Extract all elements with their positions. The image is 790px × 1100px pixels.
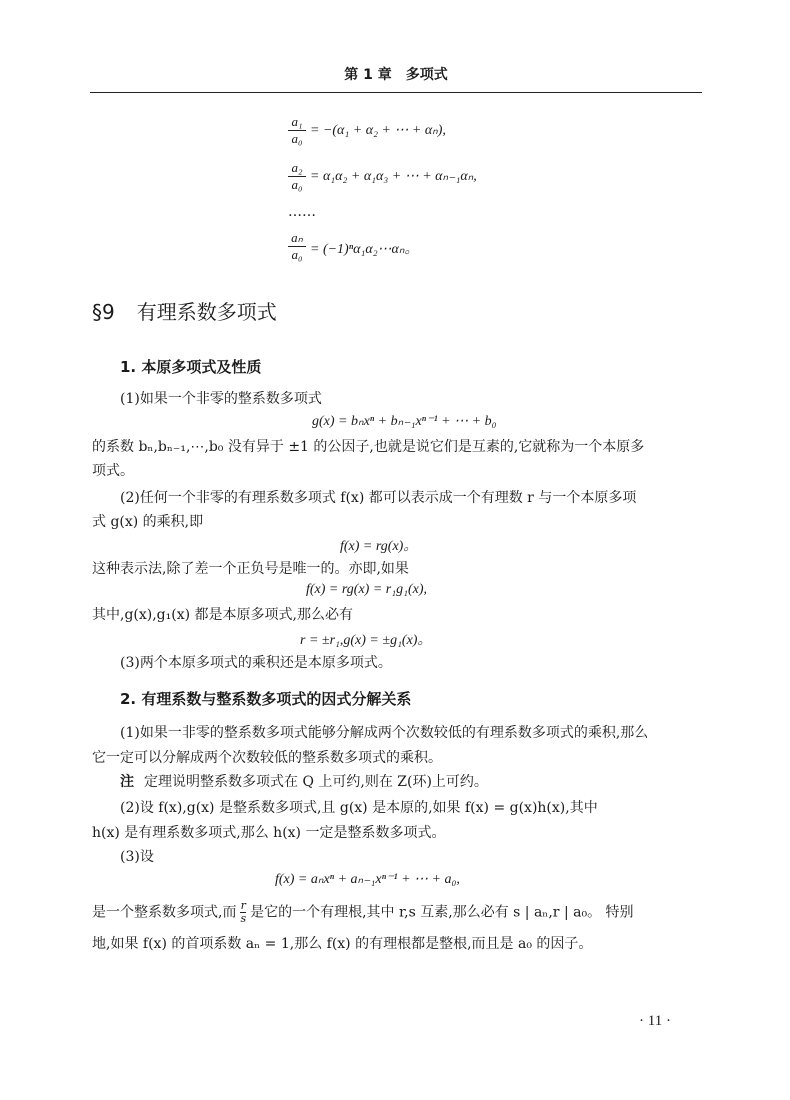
paragraph-2-text2: 式 g(x) 的乘积,即 bbox=[92, 514, 204, 530]
paragraph-1-text2: 项式。 bbox=[92, 463, 134, 479]
fraction-a2-a0 bbox=[288, 160, 306, 193]
q1-text1: (1)如果一非零的整系数多项式能够分解成两个次数较低的有理系数多项式的乘积,那么 bbox=[120, 725, 649, 741]
page-number: · 11 · bbox=[639, 1013, 671, 1029]
equation-g: g(x) = bₙxⁿ + bₙ₋₁xⁿ⁻¹ + ⋯ + b₀ bbox=[312, 414, 497, 429]
numerator: aₙ bbox=[288, 230, 306, 247]
numerator: a₁ bbox=[288, 114, 306, 131]
q3-text3: 地,如果 f(x) 的首项系数 aₙ = 1,那么 f(x) 的有理根都是整根,而且是 a₀ 的因子。 bbox=[92, 936, 593, 952]
q2-text1: (2)设 f(x),g(x) 是整系数多项式,且 g(x) 是本原的,如果 f(x) = g(x)h(x),其中 bbox=[120, 800, 598, 816]
paragraph-2-text4: 其中,g(x),g₁(x) 都是本原多项式,那么必有 bbox=[92, 607, 353, 623]
vieta-eq-2: = α₁α₂ + α₁α₃ + ⋯ + αₙ₋₁αₙ, bbox=[310, 169, 477, 184]
section-number: §9 bbox=[92, 300, 115, 324]
equation-r-pm-r1: r = ±r₁,g(x) = ±g₁(x)。 bbox=[300, 633, 432, 648]
note-label: 注 bbox=[120, 774, 134, 790]
vieta-eq-1: = −(α₁ + α₂ + ⋯ + αₙ), bbox=[310, 123, 446, 138]
subsection-heading-1: 1. 本原多项式及性质 bbox=[120, 358, 262, 376]
vieta-eq-3: = (−1)ⁿα₁α₂⋯αₙ。 bbox=[310, 242, 419, 257]
section-title: 有理系数多项式 bbox=[136, 300, 277, 324]
q3-text2-a: 是一个整系数多项式,而 bbox=[92, 904, 237, 921]
fraction-a1-a0 bbox=[288, 114, 306, 147]
fraction-an-a0 bbox=[288, 230, 306, 263]
denominator: s bbox=[240, 912, 247, 925]
subsection-heading-2: 2. 有理系数与整系数多项式的因式分解关系 bbox=[120, 690, 412, 708]
q3-text1: (3)设 bbox=[120, 849, 154, 865]
note-line bbox=[120, 772, 488, 792]
denominator: a₀ bbox=[291, 247, 303, 262]
note-text: 定理说明整系数多项式在 Q 上可约,则在 Z(环)上可约。 bbox=[144, 774, 488, 790]
paragraph-1-text1: 的系数 bₙ,bₙ₋₁,⋯,b₀ 没有异于 ±1 的公因子,也就是说它们是互素的,它就称为一个本原多 bbox=[92, 439, 645, 455]
q3-text2 bbox=[92, 900, 634, 925]
paragraph-1-intro: (1)如果一个非零的整系数多项式 bbox=[120, 391, 322, 407]
chapter-title: 第 1 章 多项式 bbox=[344, 67, 448, 83]
paragraph-2-text1: (2)任何一个非零的有理系数多项式 f(x) 都可以表示成一个有理数 r 与一个本原多项 bbox=[120, 490, 637, 506]
paragraph-2-text3: 这种表示法,除了差一个正负号是唯一的。亦即,如果 bbox=[92, 561, 409, 577]
equation-f-rg-r1g1: f(x) = rg(x) = r₁g₁(x), bbox=[306, 582, 428, 597]
equation-f-rg: f(x) = rg(x)。 bbox=[340, 539, 418, 554]
q1-text2: 它一定可以分解成两个次数较低的整系数多项式的乘积。 bbox=[92, 750, 442, 766]
fraction-r-over-s bbox=[240, 900, 246, 925]
denominator: a₀ bbox=[291, 131, 303, 146]
paragraph-3: (3)两个本原多项式的乘积还是本原多项式。 bbox=[120, 655, 392, 671]
equation-f-general: f(x) = aₙxⁿ + aₙ₋₁xⁿ⁻¹ + ⋯ + a₀, bbox=[275, 872, 460, 887]
denominator: a₀ bbox=[291, 177, 303, 192]
numerator: a₂ bbox=[288, 160, 306, 177]
numerator: r bbox=[240, 899, 246, 912]
section-heading bbox=[92, 296, 277, 325]
q2-text2: h(x) 是有理系数多项式,那么 h(x) 一定是整系数多项式。 bbox=[92, 825, 446, 841]
running-header bbox=[90, 58, 702, 93]
ellipsis-line: …… bbox=[288, 204, 316, 220]
q3-text2-b: 是它的一个有理根,其中 r,s 互素,那么必有 s | aₙ,r | a₀。 特别 bbox=[250, 904, 634, 921]
